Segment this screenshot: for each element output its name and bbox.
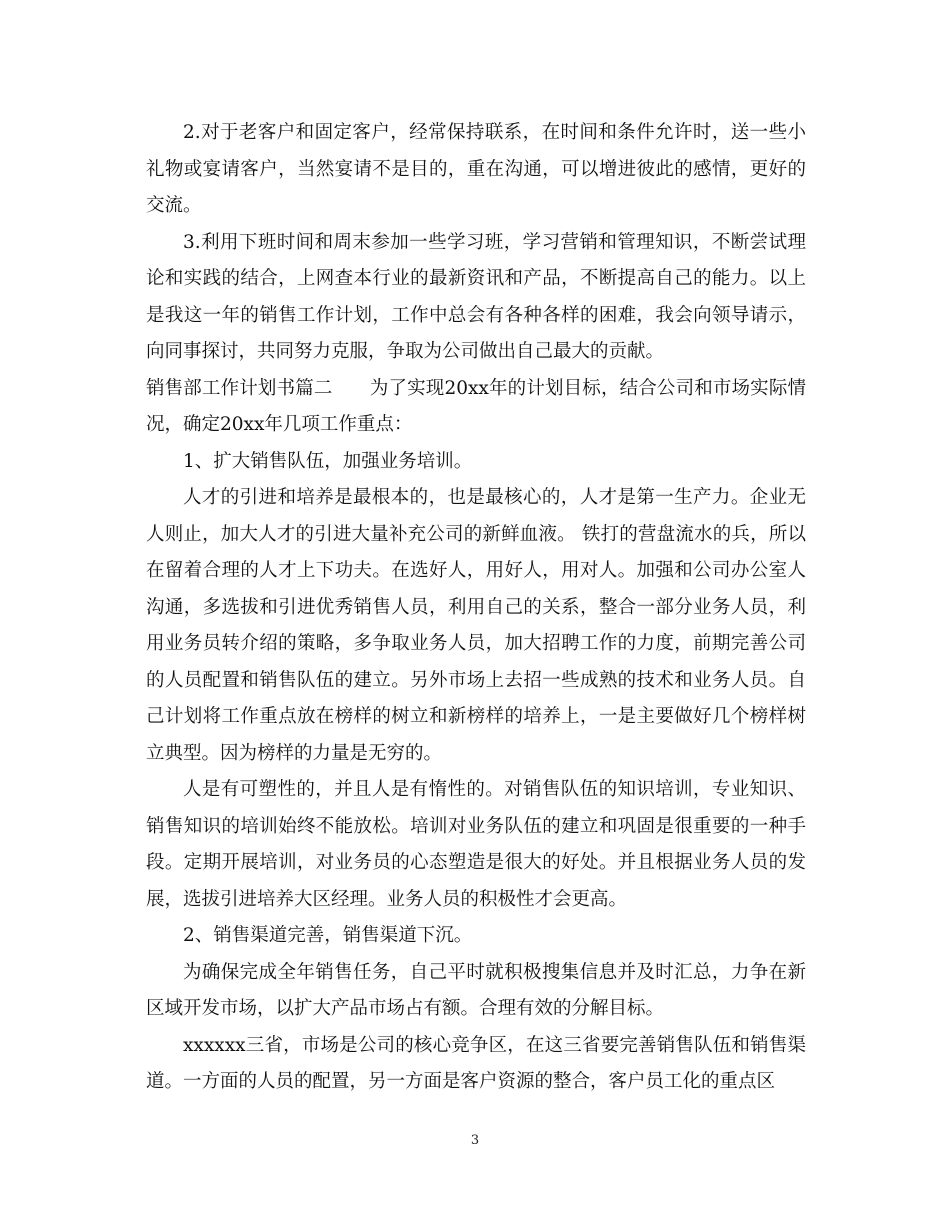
paragraph-sales-targets: 为确保完成全年销售任务，自己平时就积极搜集信息并及时汇总，力争在新区域开发市场，以扩大产品市场占有额。合理有效的分解目标。 (146, 961, 806, 1019)
page-number: 3 (470, 1133, 480, 1148)
document-body (146, 115, 806, 1101)
paragraph-core-markets: xxxxxx三省，市场是公司的核心竞争区，在这三省要完善销售队伍和销售渠道。一方面的人员的配置，另一方面是客户资源的整合，客户员工化的重点区 (146, 1034, 806, 1092)
paragraph-training: 人是有可塑性的，并且人是有惰性的。对销售队伍的知识培训，专业知识、销售知识的培训始终不能放松。培训对业务队伍的建立和巩固是很重要的一种手段。定期开展培训，对业务员的心态塑造是很大的好处。并且根据业务人员的发展，选拔引进培养大区经理。业务人员的积极性才会更高。 (146, 779, 806, 910)
heading-expand-sales-team: 1、扩大销售队伍，加强业务培训。 (183, 450, 473, 472)
paragraph-section-two-intro: 销售部工作计划书篇二 为了实现20xx年的计划目标，结合公司和市场实际情况，确定20xx年几项工作重点： (146, 377, 806, 435)
paragraph-talent-recruitment: 人才的引进和培养是最根本的，也是最核心的，人才是第一生产力。企业无人则止，加大人才的引进大量补充公司的新鲜血液。 铁打的营盘流水的兵，所以在留着合理的人才上下功夫。在选好人，用好人，用对人。加强和公司办公室人沟通，多选拔和引进优秀销售人员，利用自己的关系，整合一部分业务人员，利用业务员转介绍的策略，多争取业务人员，加大招聘工作的力度，前期完善公司的人员配置和销售队伍的建立。另外市场上去招一些成熟的技术和业务人员。自己计划将工作重点放在榜样的树立和新榜样的培养上，一是主要做好几个榜样树立典型。因为榜样的力量是无穷的。 (146, 487, 806, 764)
heading-sales-channels: 2、销售渠道完善，销售渠道下沉。 (183, 925, 473, 946)
paragraph-self-study: 3.利用下班时间和周末参加一些学习班，学习营销和管理知识，不断尝试理论和实践的结合，上网查本行业的最新资讯和产品，不断提高自己的能力。以上是我这一年的销售工作计划，工作中总会有各种各样的困难，我会向领导请示，向同事探讨，共同努力克服，争取为公司做出自己最大的贡献。 (146, 231, 806, 362)
paragraph-old-customers: 2.对于老客户和固定客户，经常保持联系，在时间和条件允许时，送一些小礼物或宴请客户，当然宴请不是目的，重在沟通，可以增进彼此的感情，更好的交流。 (146, 122, 806, 216)
